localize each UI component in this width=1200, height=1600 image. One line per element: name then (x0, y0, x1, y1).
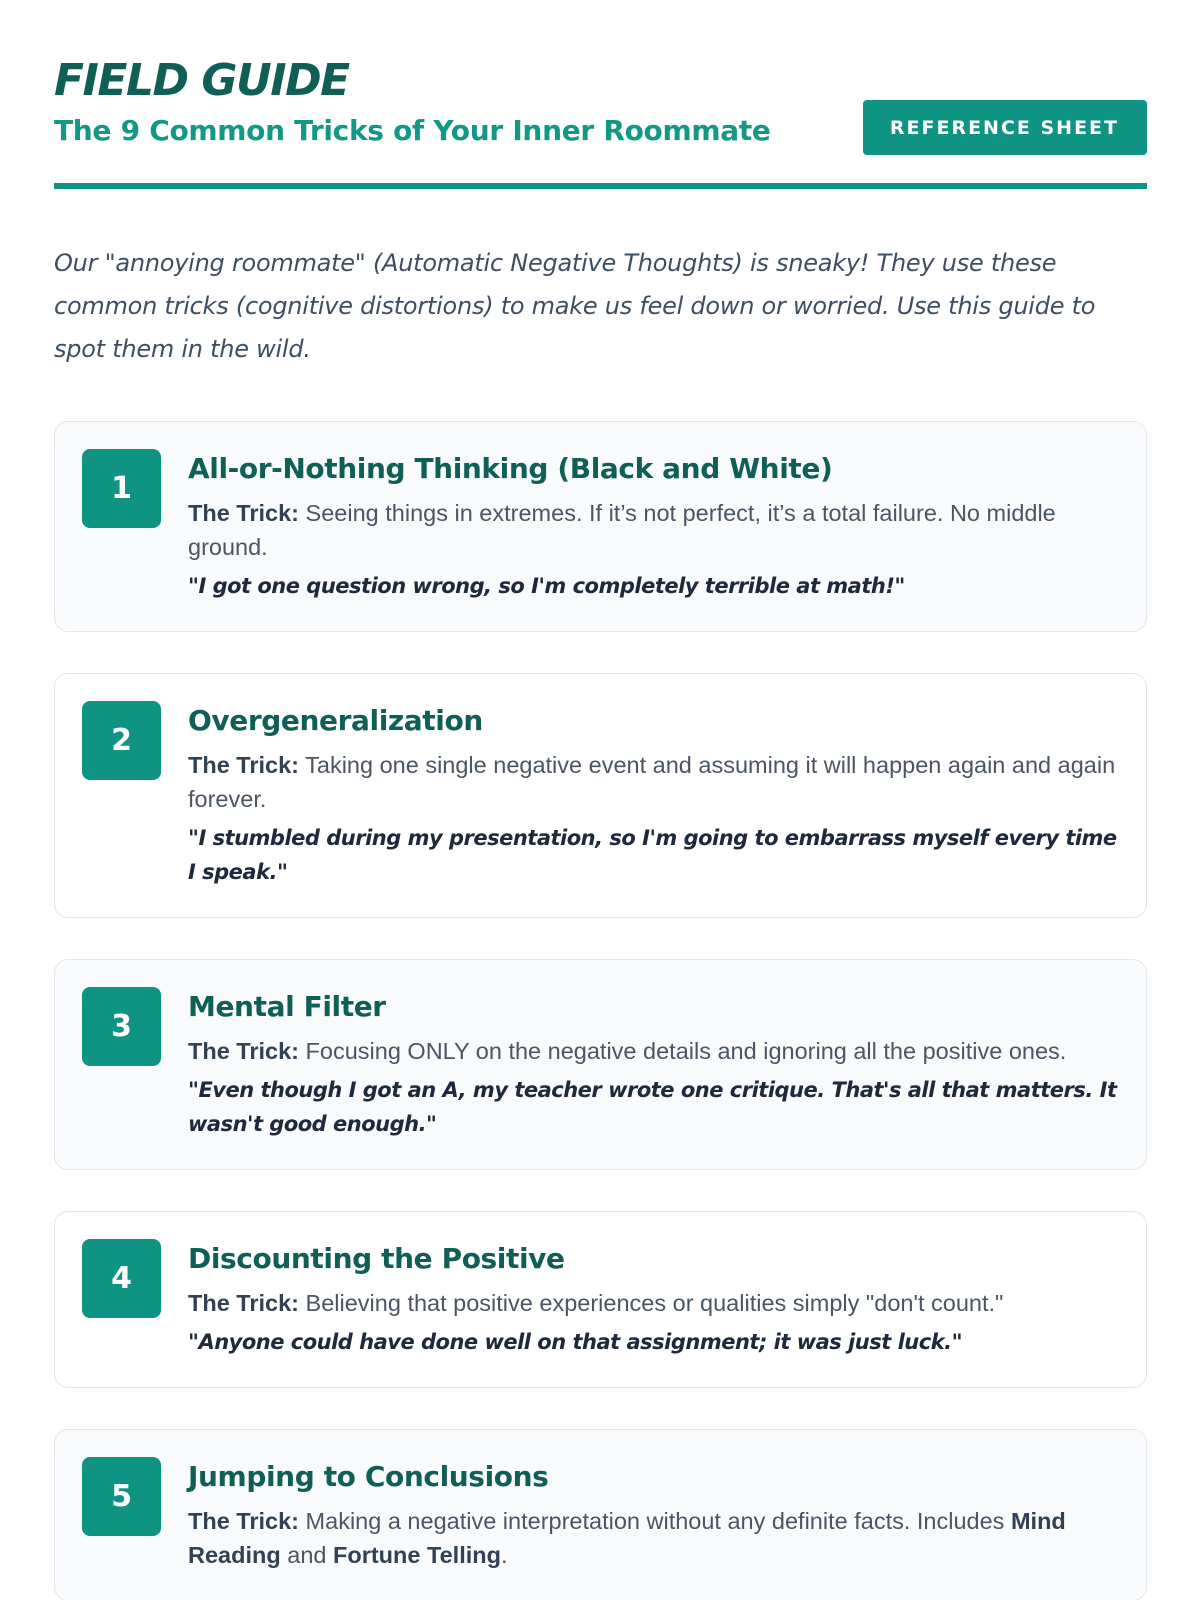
trick-number-badge: 5 (82, 1457, 161, 1536)
trick-label: The Trick: (188, 500, 300, 526)
trick-number-badge: 3 (82, 987, 161, 1066)
trick-body (188, 1239, 1118, 1359)
trick-example: "I stumbled during my presentation, so I'm going to embarrass myself every time I speak." (188, 826, 1117, 884)
term-fortune-telling: Fortune Telling (333, 1542, 501, 1568)
trick-title: All-or-Nothing Thinking (Black and White) (188, 452, 833, 485)
intro-paragraph: Our "annoying roommate" (Automatic Negative Thoughts) is sneaky! They use these common tricks (cognitive distortions) to make us feel down or worried. Use this guide to spot them in the wild. (54, 249, 1096, 363)
trick-card-2 (54, 673, 1147, 918)
trick-body (188, 449, 1118, 603)
trick-description-text: Taking one single negative event and assuming it will happen again and again forever. (188, 752, 1116, 812)
page-title: FIELD GUIDE (54, 55, 349, 106)
trick-description-text: and (280, 1542, 333, 1568)
trick-label: The Trick: (188, 752, 300, 778)
trick-title: Overgeneralization (188, 704, 483, 737)
trick-body (188, 987, 1118, 1141)
trick-description-text: Believing that positive experiences or qualities simply "don't count." (305, 1290, 1004, 1316)
trick-card-1 (54, 421, 1147, 632)
reference-sheet-badge: REFERENCE SHEET (863, 100, 1147, 155)
trick-description-text: Focusing ONLY on the negative details and ignoring all the positive ones. (305, 1038, 1067, 1064)
trick-body (188, 1457, 1118, 1572)
trick-description-text: Seeing things in extremes. If it’s not perfect, it’s a total failure. No middle ground. (188, 500, 1056, 560)
trick-card-5 (54, 1429, 1147, 1600)
trick-label: The Trick: (188, 1038, 300, 1064)
trick-card-4 (54, 1211, 1147, 1388)
trick-card-3 (54, 959, 1147, 1170)
tricks-list (54, 421, 1147, 1600)
trick-example: "Anyone could have done well on that assignment; it was just luck." (188, 1330, 963, 1354)
trick-number-badge: 2 (82, 701, 161, 780)
trick-title: Discounting the Positive (188, 1242, 565, 1275)
trick-description (188, 496, 1118, 564)
trick-description (188, 748, 1118, 816)
page-subtitle: The 9 Common Tricks of Your Inner Roommate (54, 114, 771, 147)
trick-number-badge: 1 (82, 449, 161, 528)
trick-number-badge: 4 (82, 1239, 161, 1318)
header (54, 55, 1147, 189)
trick-body (188, 701, 1118, 889)
title-block (54, 55, 771, 149)
term-mind-reading: Mind Reading (188, 1508, 1066, 1568)
trick-description (188, 1286, 1118, 1320)
trick-label: The Trick: (188, 1508, 300, 1534)
trick-example: "I got one question wrong, so I'm completely terrible at math!" (188, 574, 905, 598)
trick-title: Jumping to Conclusions (188, 1460, 549, 1493)
trick-description (188, 1034, 1118, 1068)
trick-description-text: Making a negative interpretation without any definite facts. Includes (305, 1508, 1011, 1534)
trick-description (188, 1504, 1118, 1572)
trick-title: Mental Filter (188, 990, 386, 1023)
trick-label: The Trick: (188, 1290, 300, 1316)
trick-example: "Even though I got an A, my teacher wrote one critique. That's all that matters. It wasn't good enough." (188, 1078, 1117, 1136)
trick-description-text: . (500, 1542, 508, 1568)
